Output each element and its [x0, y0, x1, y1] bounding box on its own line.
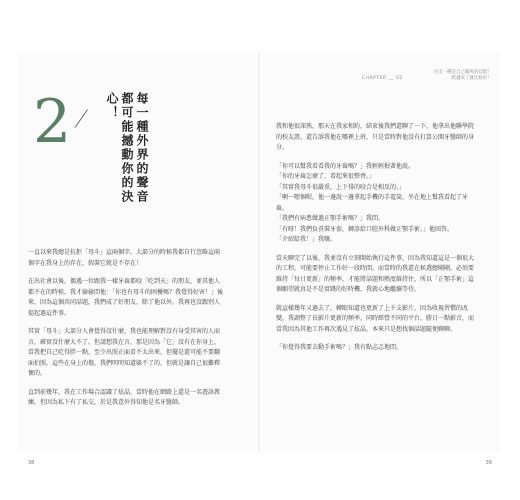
- page-number-left: 38: [28, 460, 35, 466]
- paragraph: 「你的牙齒怎麼了，看起來很整齊。」: [276, 173, 376, 180]
- chapter-number: 2: [33, 87, 72, 157]
- paragraph: 「你覺得我要去動手術嗎？」我有點忐忑地問。: [276, 344, 403, 351]
- left-page: [18, 52, 256, 466]
- running-header-book: 目出一種是自己獨爽的技能！ 跨越來了就比較好！: [433, 70, 492, 81]
- paragraph: 「我們有病患做過正顎手術嗎？」我問。: [276, 215, 385, 222]
- running-header-chapter: CHAPTER __ 02: [362, 76, 403, 81]
- paragraph: 「啊～嗯個喔，他一邊說一邊拿起手機的手電筒，坐在地上幫我看起了牙齒。: [276, 194, 469, 212]
- paragraph: 就這樣幾年又過去了，轉眼知道也更新了上千支影片，因為收視習慣的改變，我調整了長影片更新的頻率，同時經營不同的平台，勝日一點影音，而當我因為其他工作再次遇見了炫晶，本來只是想找個話題隨便聊聊。: [276, 304, 475, 333]
- paragraph: 在出社會以後，偶遇一位跟我一樣牙齒都咬「吃到天」的朋友，並其他人都不在的時候，我才偷偷問他：「你也有母斗的困擾嗎？我覺得好害！」後來，因為這個共同話題，我們成了好朋友，除了他以外，我再也沒跟別人提起過這件事。: [28, 278, 224, 317]
- chapter-slash: [75, 109, 88, 128]
- paragraph: 我和他很深熟，那天在我家相約，結束後我們還聊了一下，他拿出他聯學院的校友證，還告訴我他在哪裡上班，只是當時對他沒有打算公開牙醫師的身分。: [276, 123, 475, 151]
- paragraph: 「你可以幫我看看我的牙齒嗎？」我輕輕抿著他說。: [276, 162, 415, 170]
- paragraph: 「其實我母斗很嚴重，上下排的咬合是相反的。」: [276, 183, 406, 191]
- page-number-right: 39: [485, 460, 492, 466]
- paragraph: 「介紹給我！」我嚷。: [276, 236, 337, 243]
- chapter-title: [104, 92, 149, 222]
- book-gutter: [258, 52, 260, 452]
- right-body-text: [276, 122, 476, 362]
- paragraph: 一直以來我總是抗拒「母斗」這兩個字，大部分的時候我都自行忽略這兩個字在我身上的存在，假裝它就是不存在！: [28, 249, 221, 267]
- paragraph: 直到前幾年，我在工作場合認識了炫晶，當時他在網路上還是一名遊詠教練，但因為私下有了私交，於是我意外得知他是名牙醫師。: [28, 388, 221, 406]
- right-page: [262, 52, 500, 466]
- paragraph: 其實「母斗」大部分人會覺得沒什麼，我也能理解對沒有身受其害的人而言，確實沒什麼大不了。但請想我在言，那是因為「它」沒有在你身上，當我把自己吃得胖一點，至少出照正面看不太出來，但擺是還可能不要翻面拍照。這些在身上的傷，我們明明知道躲不了的，但就是讓自己很難釋懷的。: [28, 328, 221, 377]
- title-line-2: 都可能撼動你的決心！: [105, 92, 134, 204]
- paragraph: 當天聊完了以後，我並沒有立刻開始執行這件事，因為我知道這是一個很大的工程，可能要停止工作好一段時間，而當時的我還在候選總剛剛，必須要維持「每日更新」的頻率，才能將話題和熱度維持住，所以「正顎手術」這個願望就真是不是實踐的好時機，我就心地繼續等待。: [276, 254, 475, 293]
- paragraph: 「有呀！我們負責裝牙套，轉診給口腔外科做正顎手術。」他回答。: [276, 225, 454, 233]
- title-line-1: 每一種外界的聲音: [135, 92, 149, 204]
- left-body-text: [28, 248, 224, 417]
